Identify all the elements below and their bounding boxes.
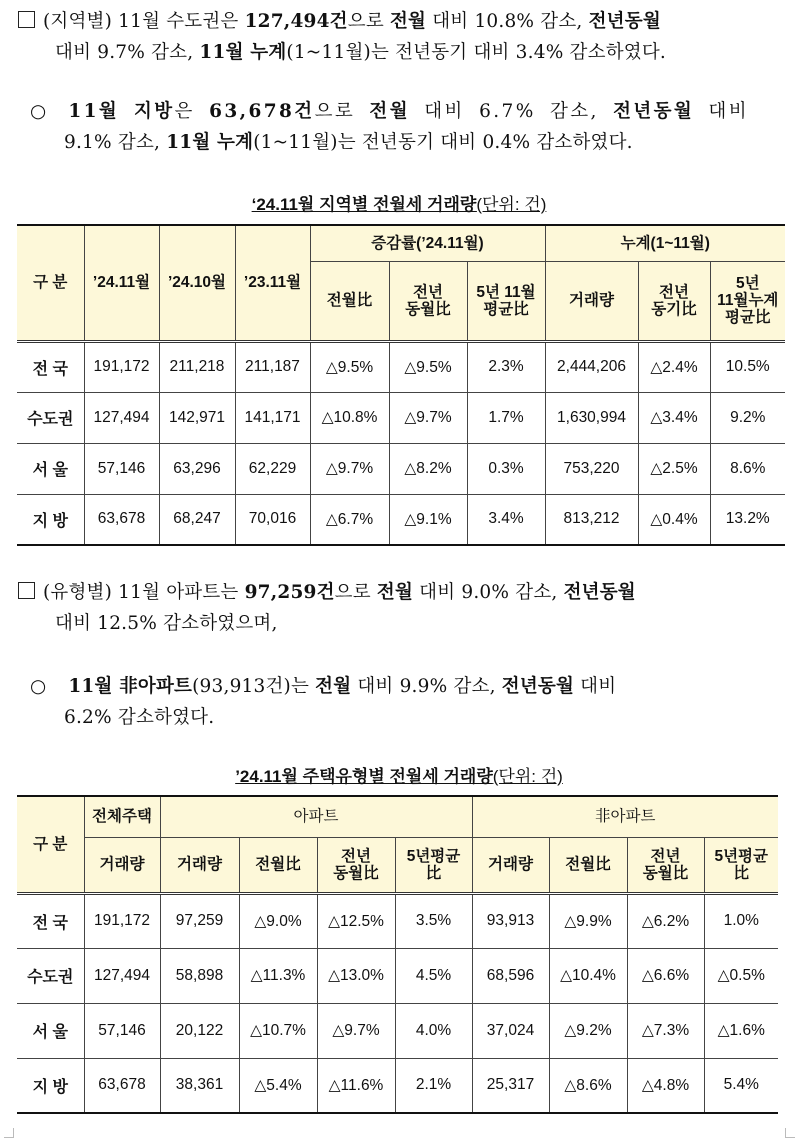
table-cell: △9.1% xyxy=(389,494,467,545)
table-cell: △8.2% xyxy=(389,443,467,494)
text-run: (93,913건)는 xyxy=(192,676,316,697)
row-header-region: 서 울 xyxy=(17,1003,84,1058)
header-mom: 전월比 xyxy=(310,261,389,341)
header-region: 구 분 xyxy=(17,225,84,341)
table1-body xyxy=(17,341,785,545)
table-cell: △9.9% xyxy=(549,893,627,948)
row-header-region: 전 국 xyxy=(17,893,84,948)
checkbox-square-icon xyxy=(18,582,35,599)
text-run: 대비 6.7% 감소, xyxy=(409,101,614,122)
header-volume: 거래량 xyxy=(545,261,638,341)
text-run: 대비 9.0% 감소, xyxy=(413,582,564,603)
text-run: 대비 9.7% 감소, xyxy=(55,42,200,63)
section2-line2 xyxy=(18,608,793,639)
table-cell: △6.2% xyxy=(627,893,704,948)
table-cell: 57,146 xyxy=(84,443,159,494)
table-cell: 191,172 xyxy=(84,341,159,392)
table-cell: 3.5% xyxy=(395,893,472,948)
section2-line1 xyxy=(18,577,793,608)
table-cell: △4.8% xyxy=(627,1058,704,1113)
section1-sub-line1 xyxy=(30,96,790,127)
text-run: 전년동월 xyxy=(563,582,636,603)
header-oct24: ’24.10월 xyxy=(159,225,235,341)
header-apt-volume: 거래량 xyxy=(160,837,239,893)
section2-sub-line2 xyxy=(30,702,790,733)
table-row xyxy=(17,1003,778,1058)
text-run: 대비 xyxy=(694,101,749,122)
header-5yr-nov-avg: 5년 11월 평균比 xyxy=(467,261,545,341)
table-cell: 68,247 xyxy=(159,494,235,545)
table-cell: 753,220 xyxy=(545,443,638,494)
table-cell: △13.0% xyxy=(317,948,395,1003)
table-cell: △12.5% xyxy=(317,893,395,948)
table-cell: △8.6% xyxy=(549,1058,627,1113)
table-cell: △9.5% xyxy=(389,341,467,392)
text-run: 대비 12.5% 감소하였으며, xyxy=(55,613,278,634)
text-run: 127,494건 xyxy=(244,11,348,32)
header-apt-5yr-avg: 5년평균 比 xyxy=(395,837,472,893)
header-nov23: ’23.11월 xyxy=(235,225,310,341)
text-run: 전년동월 xyxy=(501,676,575,697)
table-cell: △2.4% xyxy=(638,341,710,392)
section2-paragraph xyxy=(18,577,793,639)
header-apt-mom: 전월比 xyxy=(239,837,317,893)
table-cell: △7.3% xyxy=(627,1003,704,1058)
table-cell: 211,218 xyxy=(159,341,235,392)
table-cell: 142,971 xyxy=(159,392,235,443)
table-cell: △9.5% xyxy=(310,341,389,392)
header-nov24: ’24.11월 xyxy=(84,225,159,341)
table-row xyxy=(17,392,785,443)
table-cell: 37,024 xyxy=(472,1003,549,1058)
text-run: 대비 xyxy=(574,676,617,697)
text-run: 전월 xyxy=(376,582,414,603)
checkbox-square-icon xyxy=(18,11,35,28)
table-cell: △11.3% xyxy=(239,948,317,1003)
table-cell: 2.3% xyxy=(467,341,545,392)
header-5yr-cum-avg: 5년 11월누계 평균比 xyxy=(710,261,785,341)
table-cell: 813,212 xyxy=(545,494,638,545)
text-run: (1~11월)는 전년동기 대비 3.4% 감소하였다. xyxy=(286,42,666,63)
header-non-apartment: 非아파트 xyxy=(472,796,778,837)
header-nonapt-yoy: 전년 동월比 xyxy=(627,837,704,893)
table-row xyxy=(17,443,785,494)
row-header-region: 전 국 xyxy=(17,341,84,392)
table-cell: 63,678 xyxy=(84,494,159,545)
text-run: 전월 xyxy=(369,101,410,122)
section1-line2 xyxy=(18,37,793,68)
table1-title: ‘24.11월 지역별 전월세 거래량(단위: 건) xyxy=(251,195,547,214)
table-cell: △6.6% xyxy=(627,948,704,1003)
section2-sub-paragraph xyxy=(30,671,790,733)
table-cell: 211,187 xyxy=(235,341,310,392)
section1-sub-paragraph xyxy=(30,96,790,158)
table-row xyxy=(17,1058,778,1113)
text-run: 11월 누계 xyxy=(166,132,254,153)
table-cell: 70,016 xyxy=(235,494,310,545)
text-run: 97,259건 xyxy=(244,582,335,603)
row-header-region: 서 울 xyxy=(17,443,84,494)
table-cell: 97,259 xyxy=(160,893,239,948)
text-run: 전월 xyxy=(315,676,352,697)
table-cell: 3.4% xyxy=(467,494,545,545)
table-cell: 25,317 xyxy=(472,1058,549,1113)
table-cell: △9.7% xyxy=(310,443,389,494)
section2-sub-line1 xyxy=(30,671,790,702)
header-total-volume: 거래량 xyxy=(84,837,160,893)
table-cell: 93,913 xyxy=(472,893,549,948)
table-cell: 57,146 xyxy=(84,1003,160,1058)
circle-bullet-icon: ○ xyxy=(30,676,47,697)
table-cell: 1,630,994 xyxy=(545,392,638,443)
table-cell: 191,172 xyxy=(84,893,160,948)
table-row xyxy=(17,494,785,545)
table-cell: 141,171 xyxy=(235,392,310,443)
header-yoy: 전년 동월比 xyxy=(389,261,467,341)
table-cell: △2.5% xyxy=(638,443,710,494)
text-run: 11월 지방 xyxy=(68,101,175,122)
row-header-region: 수도권 xyxy=(17,948,84,1003)
header-nonapt-5yr-avg: 5년평균 比 xyxy=(704,837,778,893)
table-cell: 10.5% xyxy=(710,341,785,392)
text-run: 9.1% 감소, xyxy=(64,132,167,153)
table-cell: △9.7% xyxy=(389,392,467,443)
table-cell: △10.4% xyxy=(549,948,627,1003)
table-cell: △9.0% xyxy=(239,893,317,948)
page-corner-mark xyxy=(4,1128,14,1138)
table-cell: △9.7% xyxy=(317,1003,395,1058)
table-cell: △9.2% xyxy=(549,1003,627,1058)
section1-line1 xyxy=(18,6,793,37)
table-cell: 2,444,206 xyxy=(545,341,638,392)
table-cell: 2.1% xyxy=(395,1058,472,1113)
table-row xyxy=(17,341,785,392)
table-cell: 63,296 xyxy=(159,443,235,494)
table2-title: ’24.11월 주택유형별 전월세 거래량(단위: 건) xyxy=(235,767,563,786)
text-run: 으로 xyxy=(347,11,390,32)
table-row xyxy=(17,893,778,948)
table-cell: 9.2% xyxy=(710,392,785,443)
table2-body xyxy=(17,893,778,1113)
table-cell: △0.5% xyxy=(704,948,778,1003)
table-cell: △3.4% xyxy=(638,392,710,443)
table-cell: △10.7% xyxy=(239,1003,317,1058)
table-cell: 127,494 xyxy=(84,948,160,1003)
text-run: 6.2% 감소하였다. xyxy=(64,707,215,728)
text-run: (1~11월)는 전년동기 대비 0.4% 감소하였다. xyxy=(253,132,633,153)
table-cell: 5.4% xyxy=(704,1058,778,1113)
table-cell: 1.7% xyxy=(467,392,545,443)
table-cell: 63,678 xyxy=(84,1058,160,1113)
table-cell: 127,494 xyxy=(84,392,159,443)
text-run: (지역별) 11월 수도권은 xyxy=(43,11,245,32)
table-cell: 1.0% xyxy=(704,893,778,948)
header-apartment: 아파트 xyxy=(160,796,472,837)
table-cell: 4.0% xyxy=(395,1003,472,1058)
page-corner-mark xyxy=(785,1128,795,1138)
table-cell: 38,361 xyxy=(160,1058,239,1113)
section1-paragraph xyxy=(18,6,793,68)
table-cell: △1.6% xyxy=(704,1003,778,1058)
text-run: 으로 xyxy=(314,101,370,122)
header-change-rate: 증감률(’24.11월) xyxy=(310,225,545,261)
table-cell: △5.4% xyxy=(239,1058,317,1113)
table-cell: 68,596 xyxy=(472,948,549,1003)
table-cell: 62,229 xyxy=(235,443,310,494)
header-yoy-period: 전년 동기比 xyxy=(638,261,710,341)
regional-transactions-table xyxy=(17,224,785,546)
housing-type-transactions-table xyxy=(17,795,778,1114)
header-cumulative: 누계(1~11월) xyxy=(545,225,785,261)
header-nonapt-volume: 거래량 xyxy=(472,837,549,893)
table-cell: 13.2% xyxy=(710,494,785,545)
text-run: 11월 누계 xyxy=(199,42,287,63)
header-apt-yoy: 전년 동월比 xyxy=(317,837,395,893)
table-cell: △10.8% xyxy=(310,392,389,443)
text-run: 대비 10.8% 감소, xyxy=(426,11,589,32)
table-cell: 20,122 xyxy=(160,1003,239,1058)
table-cell: 58,898 xyxy=(160,948,239,1003)
table-cell: 8.6% xyxy=(710,443,785,494)
text-run: 11월 非아파트 xyxy=(68,676,193,697)
table-cell: △6.7% xyxy=(310,494,389,545)
text-run: 전년동월 xyxy=(588,11,661,32)
text-run: (유형별) 11월 아파트는 xyxy=(43,582,245,603)
header-all-housing: 전체주택 xyxy=(84,796,160,837)
text-run: 63,678건 xyxy=(209,101,315,122)
table-cell: △11.6% xyxy=(317,1058,395,1113)
text-run: 대비 9.9% 감소, xyxy=(351,676,502,697)
text-run: 은 xyxy=(174,101,210,122)
table-cell: 0.3% xyxy=(467,443,545,494)
header-nonapt-mom: 전월比 xyxy=(549,837,627,893)
header-region: 구 분 xyxy=(17,796,84,893)
circle-bullet-icon: ○ xyxy=(30,101,47,122)
table-cell: △0.4% xyxy=(638,494,710,545)
row-header-region: 지 방 xyxy=(17,1058,84,1113)
row-header-region: 수도권 xyxy=(17,392,84,443)
table-row xyxy=(17,948,778,1003)
text-run: 전년동월 xyxy=(613,101,695,122)
text-run: 으로 xyxy=(334,582,377,603)
section1-sub-line2 xyxy=(30,127,790,158)
table-cell: 4.5% xyxy=(395,948,472,1003)
row-header-region: 지 방 xyxy=(17,494,84,545)
text-run: 전월 xyxy=(389,11,427,32)
